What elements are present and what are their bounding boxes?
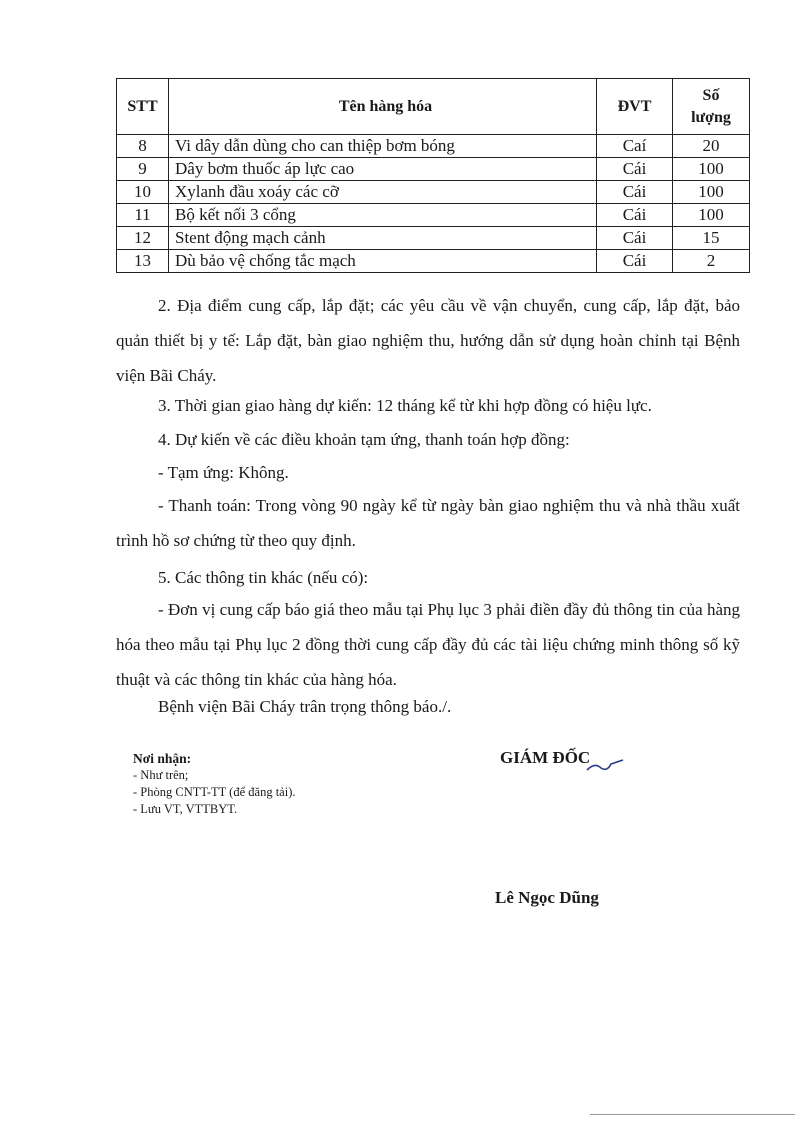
row-dvt: Cái bbox=[597, 158, 673, 181]
recipients-title: Nơi nhận: bbox=[133, 751, 192, 766]
row-qty: 100 bbox=[673, 158, 750, 181]
row-stt: 11 bbox=[117, 204, 169, 227]
header-qty-line1: Số bbox=[702, 86, 720, 104]
header-dvt: ĐVT bbox=[597, 79, 673, 135]
header-qty bbox=[673, 79, 750, 135]
table-row bbox=[117, 250, 750, 273]
paragraph-payment-terms: 4. Dự kiến về các điều khoản tạm ứng, thanh toán hợp đồng: bbox=[158, 430, 570, 449]
row-qty: 20 bbox=[673, 135, 750, 158]
header-stt: STT bbox=[117, 79, 169, 135]
paragraph-quote-requirements: - Đơn vị cung cấp báo giá theo mẫu tại Phụ lục 3 phải điền đầy đủ thông tin của hàng hóa theo mẫu tại Phụ lục 2 đồng thời cung cấp đầy đủ các tài liệu chứng minh thông số kỹ thuật và các thông tin khác của hàng hóa. bbox=[116, 600, 740, 689]
table-row bbox=[117, 204, 750, 227]
paragraph-payment: - Thanh toán: Trong vòng 90 ngày kể từ ngày bàn giao nghiệm thu và nhà thầu xuất trình hồ sơ chứng từ theo quy định. bbox=[116, 496, 740, 550]
paragraph-delivery-location: 2. Địa điểm cung cấp, lắp đặt; các yêu cầu về vận chuyển, cung cấp, lắp đặt, bảo quản thiết bị y tế: Lắp đặt, bàn giao nghiệm thu, hướng dẫn sử dụng hoàn chỉnh tại Bệnh viện Bãi Cháy. bbox=[116, 296, 740, 385]
row-dvt: Caí bbox=[597, 135, 673, 158]
row-dvt: Cái bbox=[597, 227, 673, 250]
row-stt: 13 bbox=[117, 250, 169, 273]
row-stt: 10 bbox=[117, 181, 169, 204]
row-dvt: Cái bbox=[597, 181, 673, 204]
goods-table bbox=[116, 78, 750, 273]
row-qty: 15 bbox=[673, 227, 750, 250]
row-qty: 100 bbox=[673, 181, 750, 204]
recipients-block bbox=[133, 750, 295, 818]
paragraph-other-info: 5. Các thông tin khác (nếu có): bbox=[158, 568, 369, 587]
recipient-item: - Như trên; bbox=[133, 768, 189, 782]
table-header-row bbox=[117, 79, 750, 135]
paragraph-closing: Bệnh viện Bãi Cháy trân trọng thông báo./. bbox=[158, 697, 452, 716]
table-row bbox=[117, 181, 750, 204]
row-stt: 12 bbox=[117, 227, 169, 250]
signer-name: Lê Ngọc Dũng bbox=[495, 888, 599, 907]
signer-role: GIÁM ĐỐC bbox=[500, 748, 591, 767]
row-stt: 8 bbox=[117, 135, 169, 158]
row-stt: 9 bbox=[117, 158, 169, 181]
row-name: Dù bảo vệ chống tắc mạch bbox=[169, 250, 597, 273]
table-row bbox=[117, 227, 750, 250]
signature-mark bbox=[585, 752, 625, 774]
row-name: Vi dây dẫn dùng cho can thiệp bơm bóng bbox=[169, 135, 597, 158]
row-name: Bộ kết nối 3 cổng bbox=[169, 204, 597, 227]
bottom-edge-line bbox=[590, 1114, 795, 1115]
row-dvt: Cái bbox=[597, 250, 673, 273]
row-dvt: Cái bbox=[597, 204, 673, 227]
recipient-item: - Phòng CNTT-TT (để đăng tải). bbox=[133, 785, 296, 799]
paragraph-delivery-time: 3. Thời gian giao hàng dự kiến: 12 tháng kể từ khi hợp đồng có hiệu lực. bbox=[158, 396, 652, 415]
row-name: Xylanh đầu xoáy các cỡ bbox=[169, 181, 597, 204]
header-qty-line2: lượng bbox=[691, 108, 731, 126]
table-row bbox=[117, 158, 750, 181]
row-name: Stent động mạch cảnh bbox=[169, 227, 597, 250]
row-qty: 2 bbox=[673, 250, 750, 273]
table-row bbox=[117, 135, 750, 158]
paragraph-advance: - Tạm ứng: Không. bbox=[158, 463, 289, 482]
recipient-item: - Lưu VT, VTTBYT. bbox=[133, 802, 238, 816]
header-name: Tên hàng hóa bbox=[169, 79, 597, 135]
row-qty: 100 bbox=[673, 204, 750, 227]
row-name: Dây bơm thuốc áp lực cao bbox=[169, 158, 597, 181]
